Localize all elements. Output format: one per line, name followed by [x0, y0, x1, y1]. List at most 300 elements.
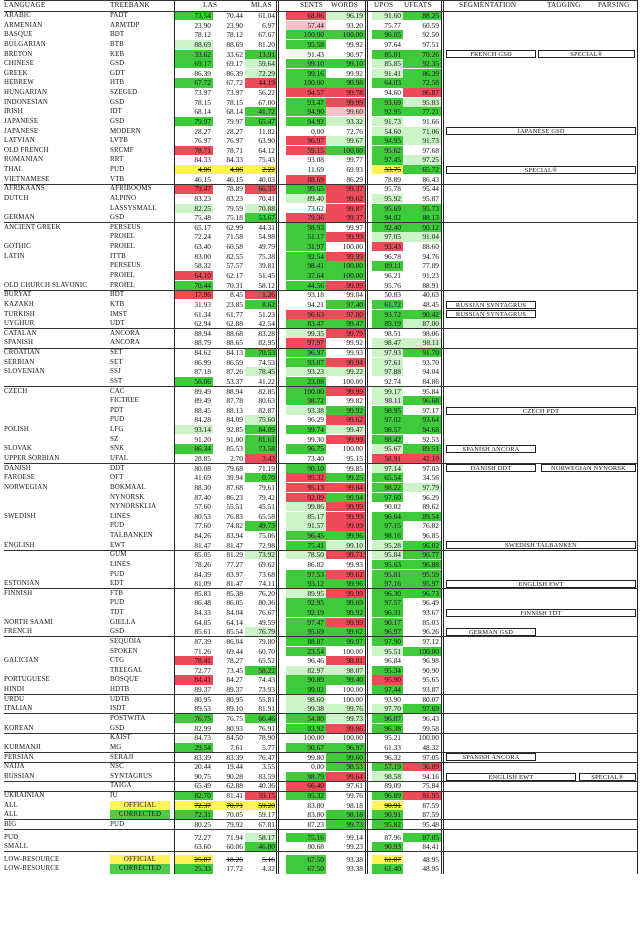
table-row — [4, 146, 638, 155]
cell-ufeats: 96.43 — [422, 713, 439, 723]
cell-sents: 96.46 — [307, 656, 324, 666]
row-language — [4, 570, 104, 579]
cell-blex: 66.35 — [245, 184, 277, 193]
row-language — [4, 204, 104, 213]
column-rule — [276, 0, 277, 874]
cell-las: 23.90 — [194, 20, 211, 30]
cell-blex: 58.17 — [245, 833, 277, 842]
cell-mlas: 75.18 — [226, 213, 243, 223]
row-rule — [4, 184, 638, 185]
cell-mlas: 23.85 — [226, 299, 243, 309]
cell-upos: 95.84 — [372, 550, 403, 559]
row-language: PERSIAN — [4, 753, 34, 761]
cell-sents: 83.80 — [307, 800, 324, 810]
row-language — [4, 598, 104, 607]
table-row — [4, 762, 638, 771]
column-rule — [367, 0, 368, 874]
cell-words: 99.99 — [326, 252, 365, 261]
row-treebank: SET — [110, 349, 123, 357]
cell-words: 99.25 — [326, 473, 365, 482]
row-treebank: LINES — [110, 560, 131, 568]
cell-upos: 91.41 — [372, 69, 403, 78]
cell-blex: 13.91 — [245, 50, 277, 59]
row-treebank: PROIEL — [110, 281, 136, 289]
cell-las: 72.37 — [175, 801, 213, 810]
cell-upos: 95.21 — [384, 733, 401, 743]
row-language — [4, 608, 104, 617]
cell-las: 78.26 — [194, 559, 211, 569]
cell-las: 80.95 — [194, 694, 211, 704]
cell-sents: 85.17 — [286, 512, 326, 521]
cell-upos: 97.44 — [372, 685, 403, 694]
system-note: FRENCH GSD — [446, 50, 536, 58]
cell-words: 100.00 — [342, 685, 363, 695]
cell-blex: 59.15 — [245, 791, 277, 800]
row-rule — [4, 222, 638, 223]
row-treebank: KAIST — [110, 734, 132, 742]
cell-ufeats: 97.12 — [422, 636, 439, 646]
table-row — [4, 78, 638, 87]
cell-mlas: 81.41 — [226, 791, 243, 801]
row-rule — [4, 791, 638, 792]
cell-blex: 65.58 — [258, 511, 275, 521]
cell-upos: 90.17 — [372, 618, 403, 627]
cell-words: 99.62 — [326, 194, 365, 203]
cell-ufeats: 95.73 — [403, 204, 441, 213]
row-treebank: UDT — [110, 320, 125, 328]
cell-las: 64.10 — [175, 271, 213, 280]
table-row — [4, 791, 638, 800]
row-language: NAIJA — [4, 763, 25, 771]
cell-ufeats: 94.16 — [422, 771, 439, 781]
cell-blex: 53.67 — [245, 213, 277, 222]
row-language: ARABIC — [4, 12, 31, 19]
table-row — [4, 281, 638, 290]
cell-mlas: 67.72 — [226, 78, 243, 88]
cell-words: 99.94 — [326, 493, 365, 502]
cell-mlas: 73.45 — [226, 665, 243, 675]
cell-words: 90.97 — [346, 49, 363, 59]
row-language: URDU — [4, 695, 25, 703]
cell-las: 72.24 — [194, 232, 211, 242]
cell-las: 88.30 — [194, 482, 211, 492]
cell-words: 99.96 — [326, 579, 365, 588]
cell-las: 84.73 — [194, 733, 211, 743]
cell-blex: 72.98 — [258, 540, 275, 550]
table-row — [4, 810, 638, 819]
cell-las: 78.41 — [175, 656, 213, 665]
cell-words: 99.99 — [326, 435, 365, 444]
cell-upos: 98.47 — [372, 338, 403, 347]
cell-words: 99.62 — [326, 415, 365, 424]
cell-upos: 95.51 — [372, 647, 403, 656]
cell-las: 86.39 — [194, 68, 211, 78]
cell-ufeats: 89.51 — [403, 444, 441, 453]
cell-sents: 94.21 — [307, 299, 324, 309]
cell-las: 86.34 — [175, 444, 213, 453]
row-treebank: PADT — [110, 12, 128, 19]
cell-upos: 97.57 — [372, 598, 403, 607]
cell-blex: 76.67 — [258, 608, 275, 618]
cell-las: 25.33 — [175, 864, 213, 873]
cell-words: 99.71 — [326, 550, 365, 559]
row-treebank: TDT — [110, 609, 124, 617]
table-row — [4, 204, 638, 213]
cell-sents: 99.38 — [286, 704, 326, 713]
cell-las: 78.12 — [194, 30, 211, 40]
row-language: GALICIAN — [4, 657, 39, 665]
cell-blex: 82.95 — [258, 338, 275, 348]
cell-words: 97.61 — [346, 781, 363, 791]
cell-upos: 97.14 — [372, 464, 403, 473]
cell-las: 67.72 — [175, 78, 213, 87]
row-treebank: ISDT — [110, 705, 126, 713]
cell-las: 86.99 — [194, 357, 211, 367]
cell-words: 99.77 — [346, 155, 363, 165]
row-treebank: KEB — [110, 50, 125, 58]
cell-blex: 80.36 — [258, 598, 275, 608]
cell-mlas: 88.65 — [226, 338, 243, 348]
cell-blex: 63.90 — [258, 136, 275, 146]
header-mlas: MLAS — [251, 1, 272, 9]
cell-upos: 95.63 — [372, 560, 403, 569]
cell-mlas: 87.68 — [226, 482, 243, 492]
cell-las: 77.60 — [194, 521, 211, 531]
cell-sents: 68.06 — [286, 11, 326, 20]
cell-words: 99.73 — [326, 820, 365, 829]
cell-words: 99.47 — [326, 319, 365, 328]
cell-blex: 84.09 — [245, 425, 277, 434]
cell-upos: 61.72 — [372, 300, 403, 309]
row-treebank: UDTB — [110, 695, 130, 703]
cell-las: 81.09 — [194, 579, 211, 589]
cell-upos: 75.77 — [384, 20, 401, 30]
cell-upos: 93.90 — [384, 694, 401, 704]
table-row — [4, 753, 638, 762]
row-treebank: DDT — [110, 464, 125, 472]
cell-words: 99.92 — [346, 39, 363, 49]
row-language: HINDI — [4, 686, 25, 694]
cell-ufeats: 98.11 — [403, 338, 441, 347]
table-row — [4, 714, 638, 723]
cell-upos: 97.05 — [372, 232, 403, 241]
row-language: NORWEGIAN — [4, 483, 48, 491]
cell-ufeats: 87.59 — [422, 810, 439, 820]
cell-mlas: 84.09 — [226, 415, 243, 425]
table-row — [4, 117, 638, 126]
cell-mlas: 78.27 — [226, 656, 243, 666]
cell-blex: 45.51 — [258, 502, 275, 512]
cell-upos: 64.03 — [372, 78, 403, 87]
cell-ufeats: 77.89 — [422, 261, 439, 271]
row-treebank: SZEGED — [110, 89, 138, 97]
cell-ufeats: 93.87 — [422, 685, 439, 695]
row-rule — [4, 819, 638, 820]
table-row — [4, 319, 638, 328]
cell-upos: 97.93 — [372, 348, 403, 357]
cell-ufeats: 91.66 — [422, 116, 439, 126]
row-language: SERBIAN — [4, 358, 35, 366]
table-row — [4, 21, 638, 30]
row-language: PORTUGUESE — [4, 676, 50, 684]
cell-blex: 66.46 — [245, 714, 277, 723]
cell-blex: 75.60 — [245, 415, 277, 424]
cell-words: 99.62 — [326, 570, 365, 579]
row-rule — [4, 829, 638, 830]
cell-blex: 83.59 — [258, 771, 275, 781]
cell-sents: 93.07 — [286, 358, 326, 367]
cell-sents: 88.69 — [286, 175, 326, 184]
cell-words: 99.86 — [326, 724, 365, 733]
row-rule — [4, 713, 638, 714]
cell-words: 100.00 — [326, 261, 365, 270]
row-treebank: GIELLA — [110, 618, 136, 626]
cell-mlas: 79.97 — [226, 116, 243, 126]
cell-blex: 76.91 — [258, 723, 275, 733]
row-treebank: ITTB — [110, 252, 126, 260]
cell-blex: 42.54 — [258, 319, 275, 329]
row-treebank: OFT — [110, 474, 124, 482]
cell-words: 99.99 — [326, 502, 365, 511]
cell-upos: 93.72 — [372, 310, 403, 319]
cell-las: 76.75 — [175, 714, 213, 723]
row-treebank: IDT — [110, 108, 122, 116]
cell-mlas: 64.14 — [226, 617, 243, 627]
row-treebank: CAC — [110, 387, 125, 395]
row-treebank: MG — [110, 743, 122, 751]
row-language — [4, 377, 104, 386]
row-treebank: LVTB — [110, 137, 128, 145]
cell-blex: 49.79 — [258, 242, 275, 252]
table-row — [4, 329, 638, 338]
row-treebank: PUD — [110, 522, 125, 530]
header-las: LAS — [203, 1, 218, 9]
header-tagging: TAGGING — [547, 1, 581, 9]
cell-words: 98.07 — [326, 666, 365, 675]
cell-mlas: 81.29 — [226, 550, 243, 560]
row-treebank: IMST — [110, 310, 128, 318]
row-rule — [4, 851, 638, 852]
row-treebank: HTB — [110, 79, 125, 87]
cell-words: 99.99 — [326, 232, 365, 241]
row-language — [4, 531, 104, 540]
cell-words: 100.00 — [326, 271, 365, 280]
cell-upos: 95.76 — [384, 280, 401, 290]
cell-las: 85.05 — [194, 550, 211, 560]
cell-words: 99.22 — [326, 367, 365, 376]
cell-sents: 94.57 — [286, 88, 326, 97]
cell-las: 79.47 — [175, 184, 213, 193]
row-language — [4, 550, 104, 559]
row-language — [4, 502, 104, 511]
row-language: OLD CHURCH SLAVONIC — [4, 281, 88, 289]
row-language — [4, 271, 104, 280]
cell-ufeats: 88.25 — [403, 11, 441, 20]
cell-sents: 96.75 — [286, 444, 326, 453]
cell-mlas: 78.15 — [226, 97, 243, 107]
cell-sents: 67.50 — [286, 855, 326, 864]
cell-mlas: 83.23 — [226, 193, 243, 203]
cell-mlas: 84.50 — [226, 733, 243, 743]
cell-words: 97.80 — [326, 310, 365, 319]
cell-blex: 58.22 — [245, 666, 277, 675]
cell-blex: 65.47 — [245, 117, 277, 126]
cell-mlas: 85.54 — [226, 627, 243, 637]
table-row — [4, 627, 638, 636]
cell-las: 82.70 — [175, 791, 213, 800]
cell-las: 87.18 — [194, 367, 211, 377]
cell-words: 99.99 — [326, 387, 365, 396]
cell-sents: 23.54 — [286, 647, 326, 656]
cell-upos: 97.90 — [372, 637, 403, 646]
table-row — [4, 184, 638, 193]
cell-blex: 59.64 — [245, 59, 277, 68]
row-language: KOREAN — [4, 724, 34, 732]
cell-words: 72.76 — [346, 126, 363, 136]
cell-las: 79.97 — [175, 117, 213, 126]
row-language: BRETON — [4, 50, 33, 58]
cell-ufeats: 84.41 — [422, 842, 439, 852]
cell-mlas: 78.89 — [226, 184, 243, 194]
cell-words: 99.62 — [326, 627, 365, 636]
system-note: DANISH DDT — [446, 464, 536, 472]
cell-sents: 67.50 — [286, 864, 326, 873]
row-language: INDONESIAN — [4, 98, 48, 106]
cell-las: 73.54 — [175, 11, 213, 20]
cell-mlas: 60.58 — [226, 242, 243, 252]
cell-mlas: 88.69 — [226, 39, 243, 49]
cell-ufeats: 34.56 — [422, 473, 439, 483]
table-row — [4, 550, 638, 559]
cell-mlas: 70.44 — [226, 11, 243, 20]
cell-ufeats: 80.07 — [422, 694, 439, 704]
row-language: ALL — [4, 801, 18, 809]
cell-words: 96.19 — [326, 11, 365, 20]
row-language: ANCIENT GREEK — [4, 223, 61, 231]
row-language: GOTHIC — [4, 243, 31, 251]
cell-blex: 79.61 — [258, 482, 275, 492]
cell-ufeats: 95.48 — [422, 819, 439, 829]
cell-ufeats: 92.53 — [422, 434, 439, 444]
row-language — [4, 396, 104, 405]
cell-upos: 85.01 — [372, 50, 403, 59]
row-language: GERMAN — [4, 214, 35, 222]
cell-blex: 76.20 — [258, 588, 275, 598]
cell-ufeats: 48.95 — [422, 854, 439, 864]
cell-sents: 99.10 — [286, 59, 326, 68]
cell-las: 88.79 — [194, 338, 211, 348]
row-language — [4, 232, 104, 241]
cell-las: 31.93 — [194, 299, 211, 309]
cell-las: 93.14 — [175, 425, 213, 434]
row-language: CROATIAN — [4, 349, 41, 357]
row-rule — [4, 762, 638, 763]
cell-mlas: 86.59 — [226, 357, 243, 367]
cell-mlas: 70.05 — [226, 810, 243, 820]
row-language: SLOVENIAN — [4, 368, 45, 376]
cell-words: 99.10 — [326, 541, 365, 550]
row-treebank: LASSYSMALL — [110, 204, 157, 212]
cell-ufeats: 86.39 — [403, 69, 441, 78]
row-treebank: MODERN — [110, 127, 141, 135]
cell-upos: 97.61 — [372, 358, 403, 367]
row-language: CATALAN — [4, 329, 37, 337]
cell-blex: 49.73 — [245, 521, 277, 530]
cell-sents: 93.23 — [286, 367, 326, 376]
cell-words: 99.37 — [326, 184, 365, 193]
cell-sents: 93.92 — [286, 724, 326, 733]
cell-las: 91.20 — [194, 434, 211, 444]
table-row — [4, 864, 638, 873]
cell-sents: 98.79 — [286, 772, 326, 781]
row-rule — [4, 11, 638, 12]
cell-las: 84.26 — [194, 531, 211, 541]
cell-mlas: 28.27 — [226, 126, 243, 136]
cell-upos: 61.33 — [384, 742, 401, 752]
table-row — [4, 733, 638, 742]
row-language: TURKISH — [4, 310, 35, 318]
cell-blex: 73.68 — [258, 569, 275, 579]
cell-las: 84.33 — [194, 155, 211, 165]
cell-sents: 100.00 — [286, 387, 326, 396]
cell-upos: 98.95 — [372, 406, 403, 415]
cell-sents: 96.97 — [286, 348, 326, 357]
cell-sents: 0.00 — [311, 126, 324, 136]
row-treebank: GSD — [110, 628, 125, 636]
cell-upos: 98.58 — [372, 772, 403, 781]
cell-ufeats: 75.84 — [422, 781, 439, 791]
cell-las: 25.87 — [175, 855, 213, 864]
header-sents: SENTS — [300, 1, 323, 9]
cell-words: 99.87 — [326, 204, 365, 213]
row-treebank: PUD — [110, 570, 125, 578]
cell-words: 99.78 — [326, 88, 365, 97]
cell-upos: 99.17 — [372, 387, 403, 396]
cell-mlas: 78.71 — [226, 145, 243, 155]
cell-las: 88.45 — [194, 405, 211, 415]
cell-blex: 76.79 — [245, 627, 277, 636]
cell-blex: 65.52 — [258, 656, 275, 666]
cell-mlas: 79.68 — [226, 463, 243, 473]
table-row — [4, 310, 638, 319]
cell-upos: 95.34 — [372, 666, 403, 675]
cell-blex: 82.87 — [258, 405, 275, 415]
cell-las: 61.34 — [194, 309, 211, 319]
cell-mlas: 61.77 — [226, 309, 243, 319]
row-treebank — [110, 833, 172, 842]
row-language: NORTH SAAMI — [4, 618, 53, 626]
cell-mlas: 83.94 — [226, 531, 243, 541]
cell-words: 95.15 — [346, 453, 363, 463]
row-rule — [4, 636, 638, 637]
row-treebank: SZ — [110, 435, 119, 443]
cell-ufeats: 87.05 — [403, 833, 441, 842]
cell-words: 86.29 — [346, 174, 363, 184]
cell-las: 28.27 — [194, 126, 211, 136]
cell-upos: 97.45 — [372, 155, 403, 164]
cell-words: 99.73 — [326, 714, 365, 723]
cell-las: 73.97 — [194, 88, 211, 98]
cell-ufeats: 60.59 — [422, 20, 439, 30]
cell-words: 99.47 — [326, 425, 365, 434]
row-treebank: ARMTDP — [110, 21, 140, 29]
cell-mlas: 84.33 — [226, 155, 243, 165]
cell-las: 88.94 — [194, 328, 211, 338]
row-treebank: SST — [110, 377, 123, 385]
row-language — [4, 406, 104, 415]
cell-ufeats: 95.97 — [403, 579, 441, 588]
row-language: OLD FRENCH — [4, 146, 49, 154]
